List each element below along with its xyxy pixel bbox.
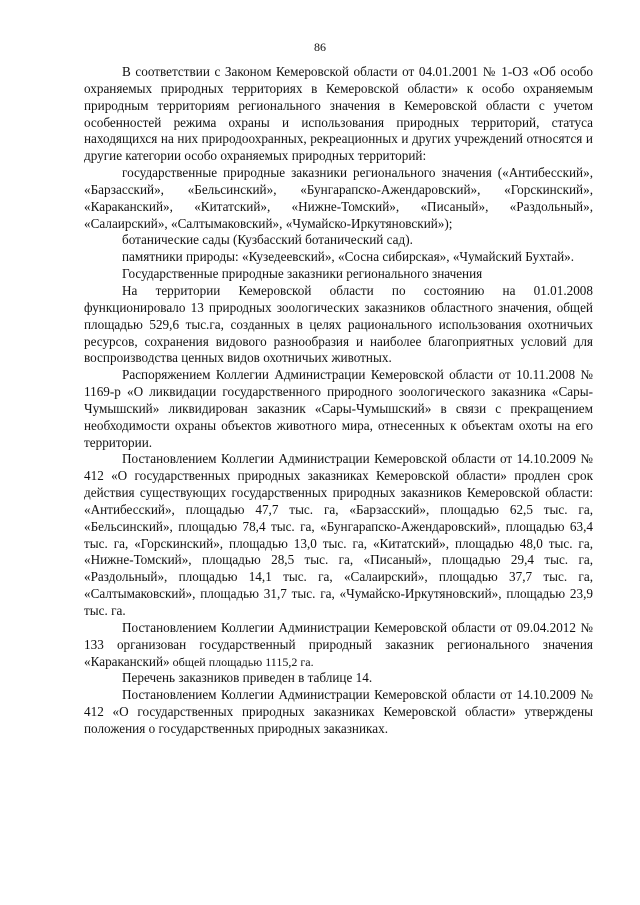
paragraph-extension-decree: Постановлением Коллегии Администрации Кемеровской области от 14.10.2009 № 412 «О государственных природных заказниках Кемеровской области» продлен срок действия существующих государственных природных заказников Кемеровской области: «Антибесский», площадью 47,7 тыс. га, «Барзасский», площадью 62,5 тыс. га, «Бельсинский», площадью 78,4 тыс. га, «Бунгарапско-Ажендаровский», площадью 63,4 тыс. га, «Горскинский», площадью 13,0 тыс. га, «Китатский», площадью 48,0 тыс. га, «Нижне-Томский», площадью 28,5 тыс. га, «Писаный», площадью 29,4 тыс. га, «Раздольный», площадью 14,1 тыс. га, «Салаирский», площадью 37,7 тыс. га, «Салтымаковский», площадью 31,7 тыс. га, «Чумайско-Иркутяновский», площадью 23,9 тыс. га. (84, 451, 593, 618)
document-body (84, 64, 593, 738)
paragraph-law-reference: В соответствии с Законом Кемеровской области от 04.01.2001 № 1-ОЗ «Об особо охраняемых природных территориях в Кемеровской области» к особо охраняемым природным территориям регионального значения в Кемеровской области с учетом особенностей режима охраны и использования природных территорий, статуса находящихся на них природоохранных, рекреационных и других учреждений относятся и другие категории особо охраняемых природных территорий: (84, 64, 593, 164)
paragraph-karakansky-area: общей площадью 1115,2 га. (169, 654, 314, 669)
paragraph-table-reference: Перечень заказников приведен в таблице 14. (122, 670, 373, 686)
list-item-botanical-gardens: ботанические сады (Кузбасский ботанический сад). (122, 232, 413, 248)
list-item-natural-monuments: памятники природы: «Кузедеевский», «Сосна сибирская», «Чумайский Бухтай». (122, 249, 575, 265)
page-number: 86 (314, 40, 326, 54)
paragraph-reserves-count: На территории Кемеровской области по состоянию на 01.01.2008 функционировало 13 природных зоологических заказников областного значения, общей площадью 529,6 тыс.га, созданных в целях рационального использования охотничьих ресурсов, сохранения видового разнообразия и наиболее благоприятных условий для воспроизводства ценных видов охотничьих животных. (84, 282, 593, 366)
paragraph-liquidation-order: Распоряжением Коллегии Администрации Кемеровской области от 10.11.2008 № 1169-р «О ликвидации государственного природного зоологического заказника «Сары-Чумышский» ликвидирован заказник «Сары-Чумышский» в связи с прекращением необходимости охраны объектов животного мира, отнесенных к объектам охоты на его территории. (84, 367, 593, 450)
paragraph-karakansky-main: Постановлением Коллегии Администрации Кемеровской области от 09.04.2012 № 133 организован государственный природный заказник регионального значения «Караканский» (84, 619, 593, 669)
paragraph-regulations-decree: Постановлением Коллегии Администрации Кемеровской области от 14.10.2009 № 412 «О государственных природных заказниках Кемеровской области» утверждены положения о государственных природных заказниках. (84, 687, 593, 736)
paragraph-karakansky-decree (84, 620, 593, 671)
section-heading-reserves: Государственные природные заказники регионального значения (122, 266, 483, 282)
list-item-reserves: государственные природные заказники регионального значения («Антибесский», «Барзасский», «Бельсинский», «Бунгарапско-Ажендаровский», «Горскинский», «Караканский», «Китатский», «Нижне-Томский», «Писаный», «Раздольный», «Салаирский», «Салтымаковский», «Чумайско-Иркутяновский»); (84, 165, 593, 231)
